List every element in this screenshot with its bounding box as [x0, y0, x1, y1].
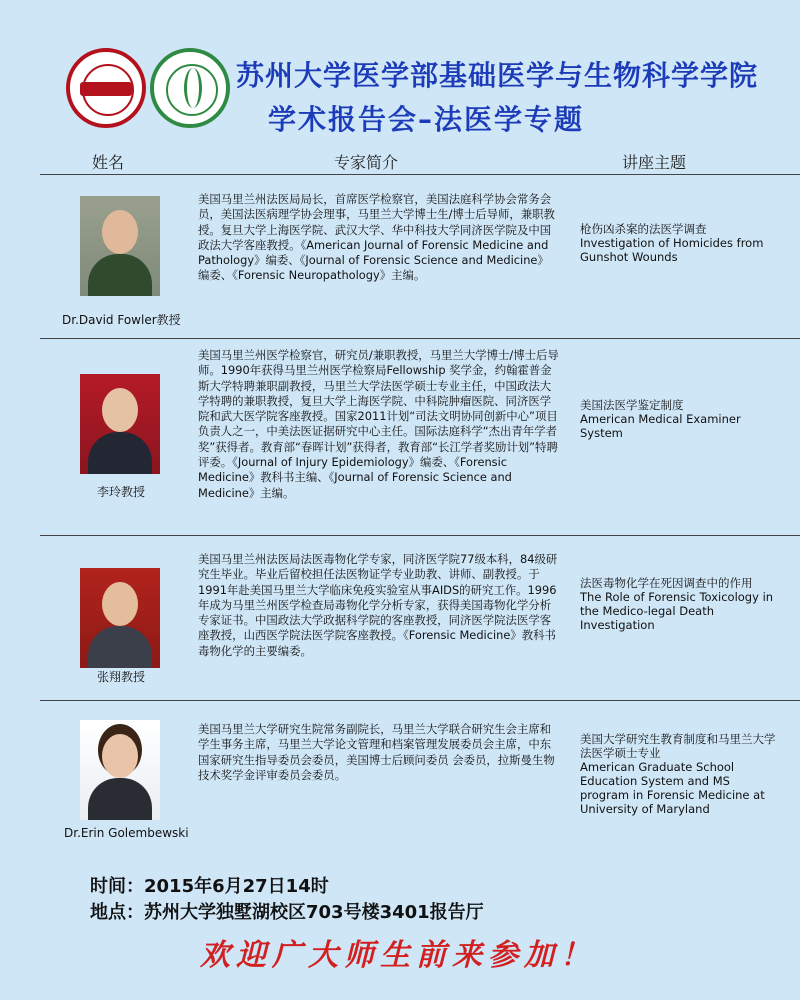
speaker-photo — [80, 720, 160, 820]
row-divider — [40, 700, 800, 701]
speaker-row — [0, 538, 800, 700]
speaker-topic — [580, 732, 780, 816]
speaker-topic — [580, 398, 780, 440]
topic-english: Investigation of Homicides from Gunshot Wounds — [580, 236, 764, 264]
topic-chinese: 美国大学研究生教育制度和马里兰大学法医学硕士专业 — [580, 732, 776, 760]
speaker-bio: 美国马里兰州法医局局长，首席医学检察官，美国法庭科学协会常务会员，美国法医病理学协会理事，马里兰大学博士生/博士后导师，兼职教授。复旦大学上海医学院、武汉大学、华中科技大学同济医学院及中国政法大学客座教授。《American Journal of Forensic Medicine and Pathology》编委、《Journal of Forensic Science and Medicine》编委、《Forensic Neuropathology》主编。 — [198, 192, 555, 283]
column-header-topic: 讲座主题 — [622, 153, 687, 172]
speaker-row — [0, 178, 800, 338]
row-divider — [40, 535, 800, 536]
event-time: 时间：2015年6月27日14时 — [90, 876, 329, 897]
school-logo — [150, 48, 230, 128]
speaker-bio: 美国马里兰州医学检察官，研究员/兼职教授，马里兰大学博士/博士后导师。1990年获得马里兰州医学检察局Fellowship 奖学金，约翰霍普金斯大学特聘兼职副教授，马里兰大学法医学硕士专业主任，中国政法大学特聘的兼职教授，复旦大学上海医学院、中科院肿瘤医院、同济医学院和武大医学院客座教授。国家2011计划“司法文明协同创新中心”项目负责人之一，中美法医证据研究中心主任。国际法庭科学“杰出青年学者奖”获得者。教育部“春晖计划”获得者，教育部“长江学者奖励计划”特聘评委。《Journal of Injury Epidemiology》编委、《Forensic Medicine》教科书主编、《Journal of Forensic Science and Medicine》主编。 — [198, 348, 559, 500]
topic-chinese: 法医毒物化学在死因调查中的作用 — [580, 576, 753, 590]
speaker-name: Dr.Erin Golembewski — [64, 826, 189, 840]
column-header-bio: 专家简介 — [334, 153, 399, 172]
event-location: 地点：苏州大学独墅湖校区703号楼3401报告厅 — [90, 902, 484, 923]
topic-chinese: 枪伤凶杀案的法医学调查 — [580, 222, 707, 236]
speaker-topic — [580, 222, 780, 264]
topic-english: The Role of Forensic Toxicology in the Medico-legal Death Investigation — [580, 590, 774, 632]
welcome-banner: 欢迎广大师生前来参加！ — [200, 938, 596, 973]
page-subtitle: 学术报告会–法医学专题 — [268, 103, 585, 136]
speaker-name: 张翔教授 — [97, 670, 146, 684]
speaker-row — [0, 704, 800, 859]
speaker-bio: 美国马里兰大学研究生院常务副院长，马里兰大学联合研究生会主席和学生事务主席，马里兰大学论文管理和档案管理发展委员会主席，中东国家研究生指导委员会委员，美国博士后顾问委员 会委员，拉斯曼生物技术奖学金评审委员会委员。 — [198, 722, 555, 782]
speaker-photo — [80, 568, 160, 668]
speaker-name: 李玲教授 — [97, 485, 146, 499]
row-divider — [40, 338, 800, 339]
topic-english: American Medical Examiner System — [580, 412, 741, 440]
speaker-topic — [580, 576, 780, 632]
soochow-university-logo — [66, 48, 146, 128]
topic-english: American Graduate School Education System and MS program in Forensic Medicine at University of Maryland — [580, 760, 765, 816]
speaker-photo — [80, 374, 160, 474]
speaker-row — [0, 340, 800, 535]
speaker-bio: 美国马里兰州法医局法医毒物化学专家，同济医学院77级本科，84级研究生毕业。毕业后留校担任法医物证学专业助教、讲师、副教授。于1991年赴美国马里兰大学临床免疫实验室从事AIDS的研究工作。1996年成为马里兰州医学检查局毒物化学分析专家，获得美国毒物化学分析专家证书。中国政法大学政据科学院的客座教授，同济医学院法医学客座教授，山西医学院法医学院客座教授。《Forensic Medicine》教科书毒物化学的主要编委。 — [198, 552, 558, 658]
speaker-photo — [80, 196, 160, 296]
column-header-name: 姓名 — [92, 153, 125, 172]
header-divider — [40, 174, 800, 175]
speaker-name: Dr.David Fowler教授 — [62, 313, 181, 327]
topic-chinese: 美国法医学鉴定制度 — [580, 398, 684, 412]
page-title: 苏州大学医学部基础医学与生物科学学院 — [236, 59, 759, 92]
